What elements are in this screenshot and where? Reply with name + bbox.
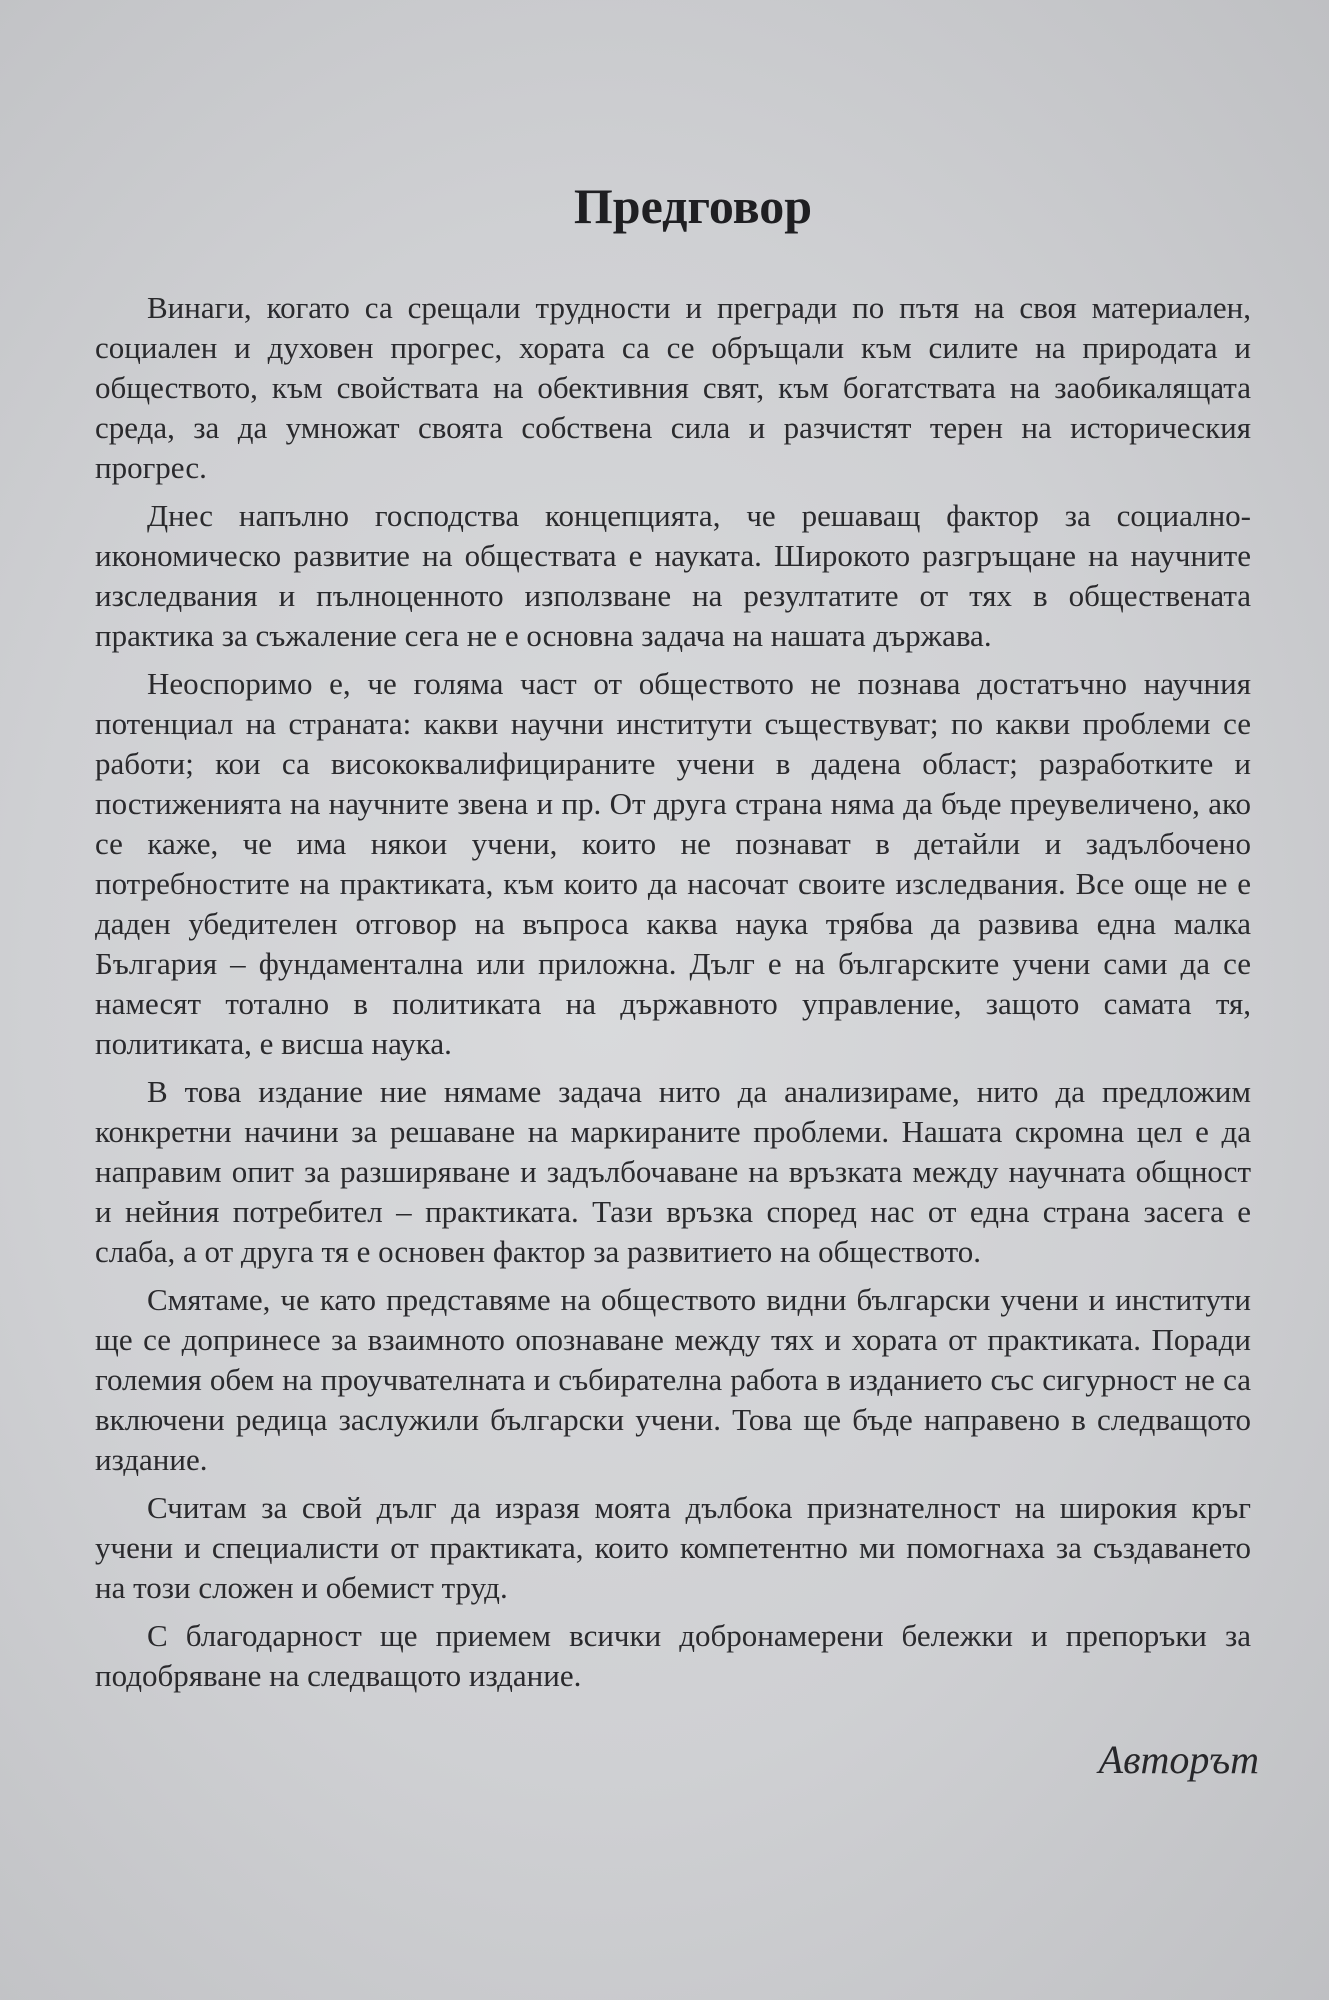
paragraph-4: В това издание ние нямаме задача нито да анализираме, нито да предложим конкретни начини за решаване на маркираните проблеми. Нашата скромна цел е да направим опит за разширяване и задълбочаване на връзката между научната общност и нейния потребител – практиката. Тази връзка според нас от една страна засега е слаба, а от друга тя е основен фактор за развитието на обществото. (95, 1074, 1251, 1269)
paragraph-5: Смятаме, че като представяме на обществото видни български учени и институти ще се допринесе за взаимното опознаване между тях и хората от практиката. Поради големия обем на проучвателната и събирателна работа в изданието със сигурност не са включени редица заслужили български учени. Това ще бъде направено в следващото издание. (95, 1282, 1251, 1477)
paragraph-1: Винаги, когато са срещали трудности и прегради по пътя на своя материален, социален и духовен прогрес, хората са се обръщали към силите на природата и обществото, към свойствата на обективния свят, към богатствата на заобикалящата среда, за да умножат своята собствена сила и разчистят терен на историческия прогрес. (95, 290, 1251, 485)
author-signature: Авторът (1098, 1737, 1259, 1782)
paragraph-3: Неоспоримо е, че голяма част от обществото не познава достатъчно научния потенциал на страната: какви научни институти съществуват; по какви проблеми се работи; кои са висококвалифицираните учени в дадена област; разработките и постиженията на научните звена и пр. От друга страна няма да бъде преувеличено, ако се каже, че има някои учени, които не познават в детайли и задълбочено потребностите на практиката, към които да насочат своите изследвания. Все още не е даден убедителен отговор на въпроса каква наука трябва да развива една малка България – фундаментална или приложна. Дълг е на българските учени сами да се намесят тотално в политиката на държавното управление, защото самата тя, политиката, е висша наука. (95, 666, 1251, 1061)
paragraph-7: С благодарност ще приемем всички добронамерени бележки и препоръки за подобряване на следващото издание. (95, 1618, 1251, 1693)
paragraph-6: Считам за свой дълг да изразя моята дълбока признателност на широкия кръг учени и специалисти от практиката, които компетентно ми помогнаха за създаването на този сложен и обемист труд. (95, 1490, 1251, 1605)
paragraph-2: Днес напълно господства концепцията, че решаващ фактор за социално-икономическо развитие на обществата е науката. Широкото разгръщане на научните изследвания и пълноценното използване на резултатите от тях в обществената практика за съжаление сега не е основна задача на нашата държава. (95, 498, 1251, 653)
page-title: Предговор (573, 178, 813, 234)
preface-body (95, 288, 1251, 1696)
